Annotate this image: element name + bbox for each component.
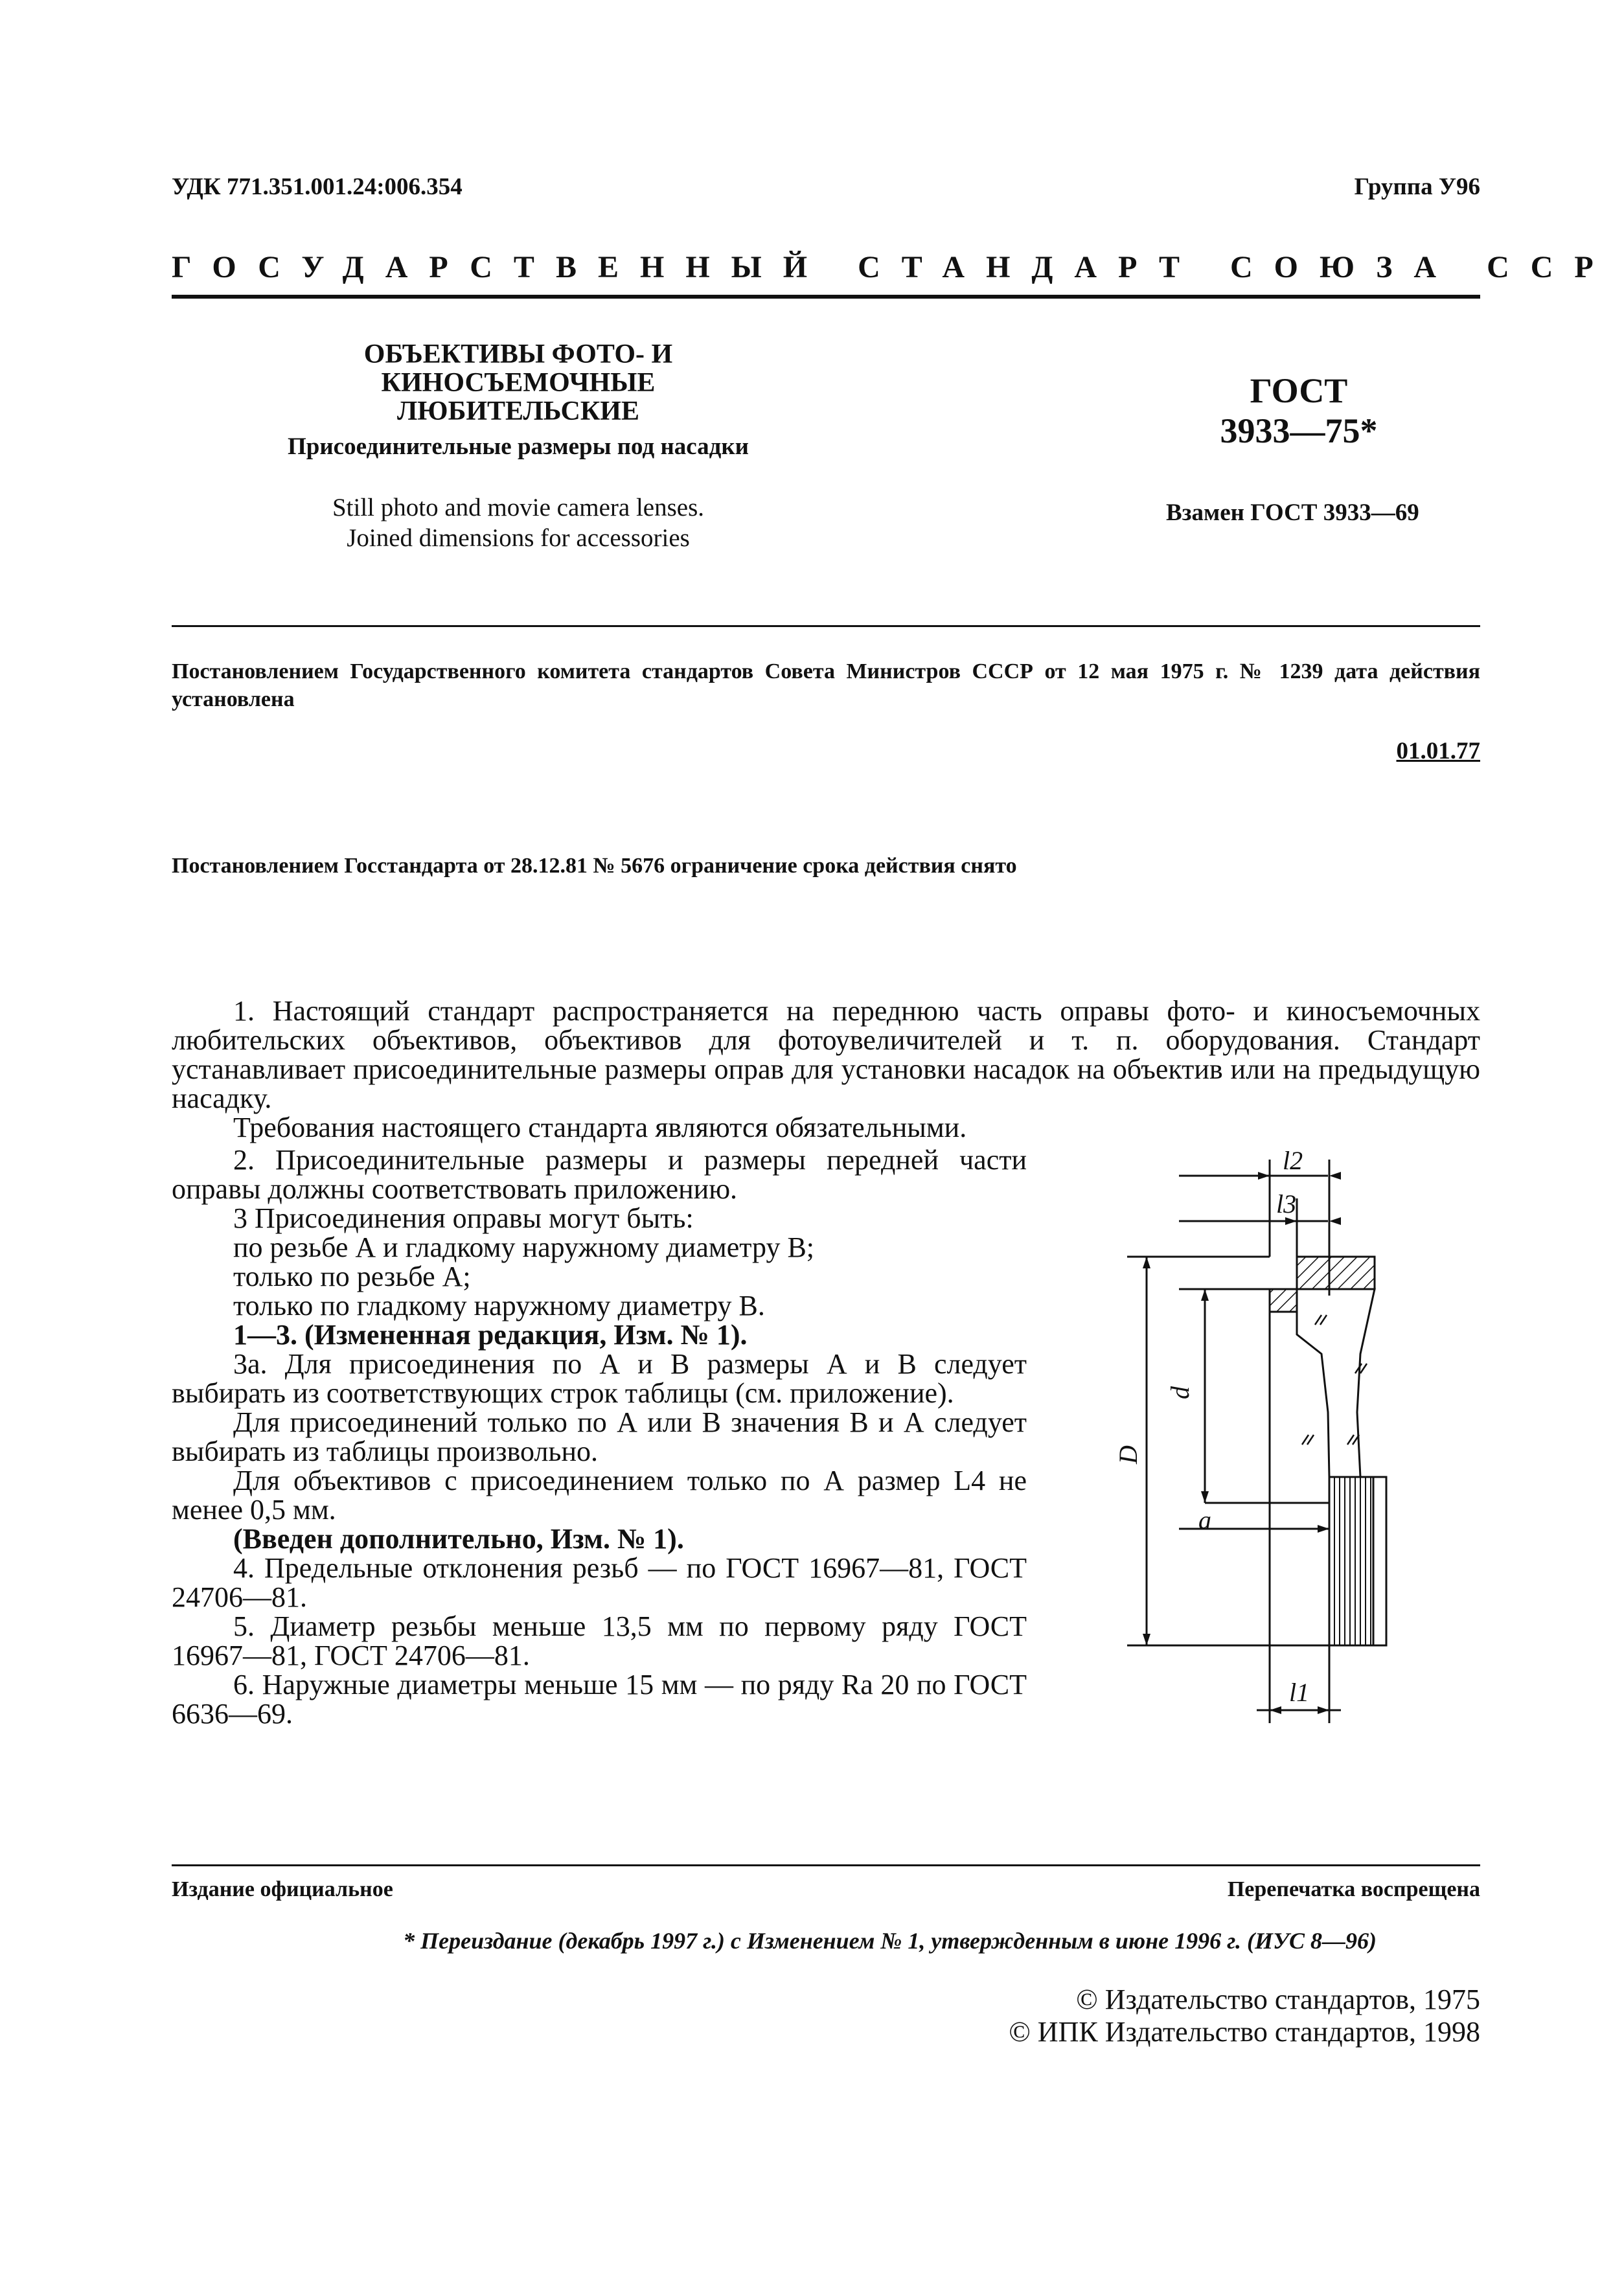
gost-number: 3933—75* — [1220, 411, 1378, 450]
paragraph-6: 6. Наружные диаметры меньше 15 мм — по ряду Ra 20 по ГОСТ 6636—69. — [172, 1669, 1027, 1730]
ring-section-top — [1297, 1257, 1375, 1289]
body-column — [172, 1145, 1027, 1728]
title-rule — [172, 625, 1480, 627]
english-title-line-1: Still photo and movie camera lenses. — [332, 494, 705, 521]
body-paragraph-1 — [172, 996, 1480, 1142]
lens-mount-drawing — [1101, 1140, 1464, 1736]
l3-label: l3 — [1276, 1189, 1297, 1219]
paragraph-2: 2. Присоединительные размеры и размеры передней части оправы должны соответствовать приложению. — [172, 1144, 1027, 1205]
paragraph-4: 4. Предельные отклонения резьб — по ГОСТ 16967—81, ГОСТ 24706—81. — [172, 1552, 1027, 1613]
decree-term-removed: Постановлением Госстандарта от 28.12.81 № 5676 ограничение срока действия снято — [172, 854, 1017, 878]
reprint-prohibited: Перепечатка воспрещена — [1227, 1877, 1480, 1901]
replaces-note: Взамен ГОСТ 3933—69 — [1166, 499, 1419, 526]
gost-designation — [1166, 371, 1432, 451]
a-label: a — [1198, 1505, 1211, 1535]
paragraph-requirements: Требования настоящего стандарта являются обязательными. — [233, 1112, 967, 1143]
thread-section — [1329, 1477, 1373, 1645]
paragraph-3a: 3а. Для присоединения по А и В размеры А и В следует выбирать из соответствующих строк таблицы (см. приложение). — [172, 1348, 1027, 1409]
option-a: только по резьбе А; — [233, 1261, 471, 1292]
d-label: d — [1165, 1386, 1195, 1399]
document-subtitle: Присоединительные размеры под насадки — [287, 433, 749, 460]
paragraph-3a-2: Для присоединений только по А или В значения В и А следует выбирать из таблицы произвольно. — [172, 1406, 1027, 1467]
title-line-2: ЛЮБИТЕЛЬСКИЕ — [397, 396, 639, 426]
gost-label: ГОСТ — [1250, 371, 1348, 410]
D-label: D — [1114, 1445, 1143, 1464]
amendment-note-1: 1—3. (Измененная редакция, Изм. № 1). — [233, 1319, 748, 1351]
state-standard-title: ГОСУДАРСТВЕННЫЙ СТАНДАРТ СОЮЗА ССР — [172, 250, 1615, 284]
copyright-1975: © Издательство стандартов, 1975 — [1076, 1984, 1480, 2015]
amendment-note-2: (Введен дополнительно, Изм. № 1). — [233, 1523, 684, 1555]
paragraph-1: 1. Настоящий стандарт распространяется на переднюю часть оправы фото- и киносъемочных любительских объективов, объективов для фотоувеличителей и т. п. оборудования. Стандарт устанавливает присоединительные размеры оправ для установки насадок на объектив или на предыдущую насадку. — [172, 995, 1480, 1114]
official-edition: Издание официальное — [172, 1877, 393, 1901]
udk-code: УДК 771.351.001.24:006.354 — [172, 174, 463, 200]
title-line-1: ОБЪЕКТИВЫ ФОТО- И КИНОСЪЕМОЧНЫЕ — [363, 339, 673, 398]
option-b: только по гладкому наружному диаметру В. — [233, 1290, 765, 1322]
copyright-1998: © ИПК Издательство стандартов, 1998 — [1009, 2016, 1480, 2048]
group-code: Группа У96 — [1354, 174, 1480, 200]
footer-rule — [172, 1864, 1480, 1866]
header-rule — [172, 295, 1480, 299]
option-a-b: по резьбе А и гладкому наружному диаметру В; — [233, 1231, 815, 1263]
l1-label: l1 — [1289, 1678, 1310, 1707]
paragraph-3: 3 Присоединения оправы могут быть: — [233, 1202, 694, 1234]
copyright-block — [1009, 1984, 1480, 2048]
l2-label: l2 — [1283, 1146, 1303, 1175]
decree-text: Постановлением Государственного комитета стандартов Совета Министров СССР от 12 мая 1975 г. № 1239 дата действия установлена — [172, 659, 1480, 711]
paragraph-5: 5. Диаметр резьбы меньше 13,5 мм по первому ряду ГОСТ 16967—81, ГОСТ 24706—81. — [172, 1610, 1027, 1671]
barrel-outline — [1329, 1289, 1375, 1477]
document-title — [272, 340, 764, 426]
reissue-note: * Переиздание (декабрь 1997 г.) с Изменением № 1, утвержденным в июне 1996 г. (ИУС 8—96) — [403, 1928, 1377, 1954]
paragraph-3a-3: Для объективов с присоединением только по А размер L4 не менее 0,5 мм. — [172, 1465, 1027, 1526]
english-title-line-2: Joined dimensions for accessories — [347, 524, 690, 552]
effective-date: 01.01.77 — [1396, 738, 1480, 764]
english-title — [272, 492, 764, 553]
